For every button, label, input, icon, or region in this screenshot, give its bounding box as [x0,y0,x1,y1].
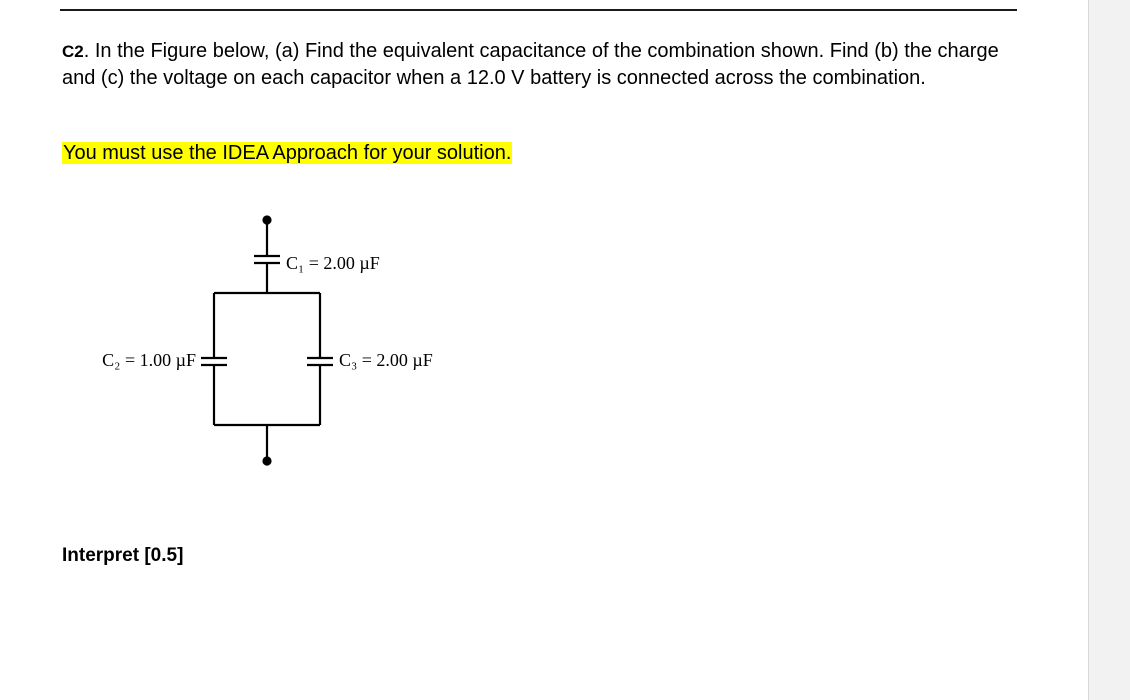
instruction-text: You must use the IDEA Approach for your solution. [63,142,512,164]
capacitor-circuit-figure [60,205,520,475]
c2-label: C₂ = 1.00 µF [102,350,196,370]
question-separator: . [83,40,90,62]
question-text [62,38,1022,91]
c3-label: C₃ = 2.00 µF [339,350,433,370]
instruction-highlight [62,140,512,166]
right-side-panel [1088,0,1130,700]
bottom-terminal-dot [264,458,271,465]
c1-label: C₁ = 2.00 µF [286,253,380,273]
top-horizontal-rule [60,9,1017,11]
question-number: C2 [62,42,84,61]
interpret-heading: Interpret [0.5] [62,545,184,566]
question-body: In the Figure below, (a) Find the equivalent capacitance of the combination shown. Find (b) the charge and (c) the voltage on each capacitor when a 12.0 V battery is connected across the combination. [62,40,999,89]
